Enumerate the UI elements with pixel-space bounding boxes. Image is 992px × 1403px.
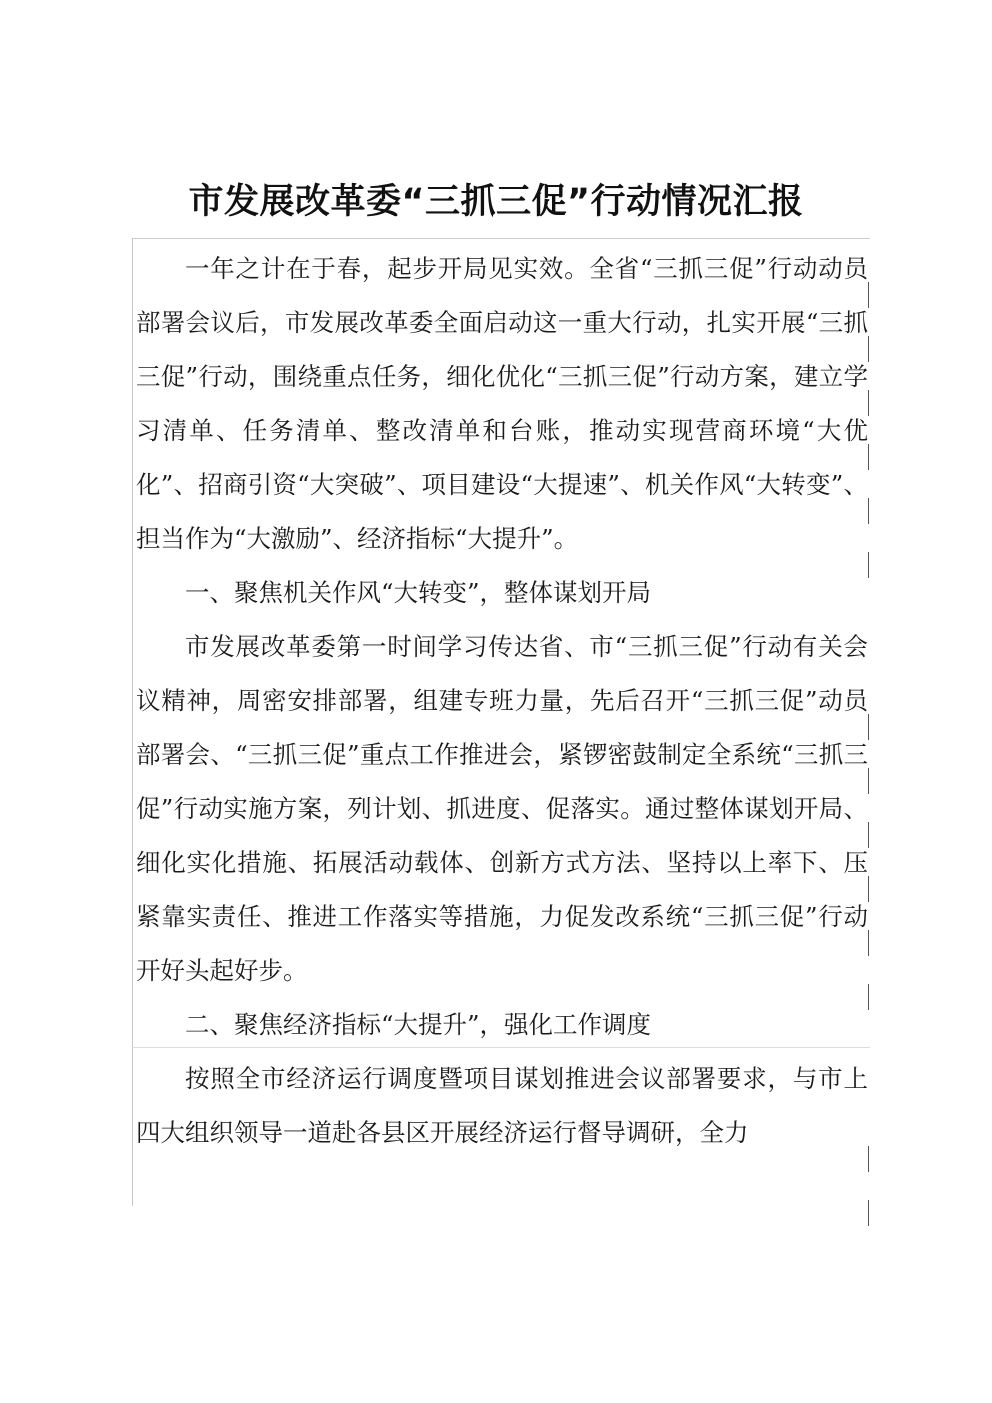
right-margin-marker — [868, 1200, 869, 1226]
section-heading-2: 二、聚焦经济指标“大提升”，强化工作调度 — [185, 1010, 652, 1039]
intro-paragraph: 一年之计在于春，起步开局见实效。全省“三抓三促”行动动员部署会议后，市发展改革委全面启动这一重大行动，扎实开展“三抓三促”行动，围绕重点任务，细化优化“三抓三促”行动方案，建立学习清单、任务清单、整改清单和台账，推动实现营商环境“大优化”、招商引资“大突破”、项目建设“大提速”、机关作风“大转变”、担当作为“大激励”、经济指标“大提升”。 — [136, 254, 868, 553]
right-margin-marker — [868, 930, 869, 956]
right-margin-marker — [868, 336, 869, 362]
right-margin-marker — [868, 714, 869, 740]
right-margin-marker — [868, 984, 869, 1010]
section-2-paragraph: 按照全市经济运行调度暨项目谋划推进会议部署要求，与市上四大组织领导一道赴各县区开展经济运行督导调研，全力 — [136, 1064, 868, 1147]
section-heading-1: 一、聚焦机关作风“大转变”，整体谋划开局 — [185, 578, 652, 607]
right-margin-marker — [868, 498, 869, 524]
right-margin-marker — [868, 390, 869, 416]
document-title: 市发展改革委“三抓三促”行动情况汇报 — [188, 182, 804, 222]
right-margin-marker — [868, 876, 869, 902]
right-margin-marker — [868, 444, 869, 470]
right-margin-marker — [868, 1146, 869, 1172]
right-margin-marker — [868, 552, 869, 578]
text-frame-top-border — [132, 238, 870, 239]
right-margin-marker — [868, 822, 869, 848]
document-body — [136, 242, 868, 1160]
right-margin-marker — [868, 768, 869, 794]
section-1-paragraph: 市发展改革委第一时间学习传达省、市“三抓三促”行动有关会议精神，周密安排部署，组建专班力量，先后召开“三抓三促”动员部署会、“三抓三促”重点工作推进会，紧锣密鼓制定全系统“三抓三促”行动实施方案，列计划、抓进度、促落实。通过整体谋划开局、细化实化措施、拓展活动载体、创新方式方法、坚持以上率下、压紧靠实责任、推进工作落实等措施，力促发改系统“三抓三促”行动开好头起好步。 — [136, 632, 868, 985]
right-margin-marker — [868, 282, 869, 308]
text-frame-left-border — [132, 238, 133, 1206]
